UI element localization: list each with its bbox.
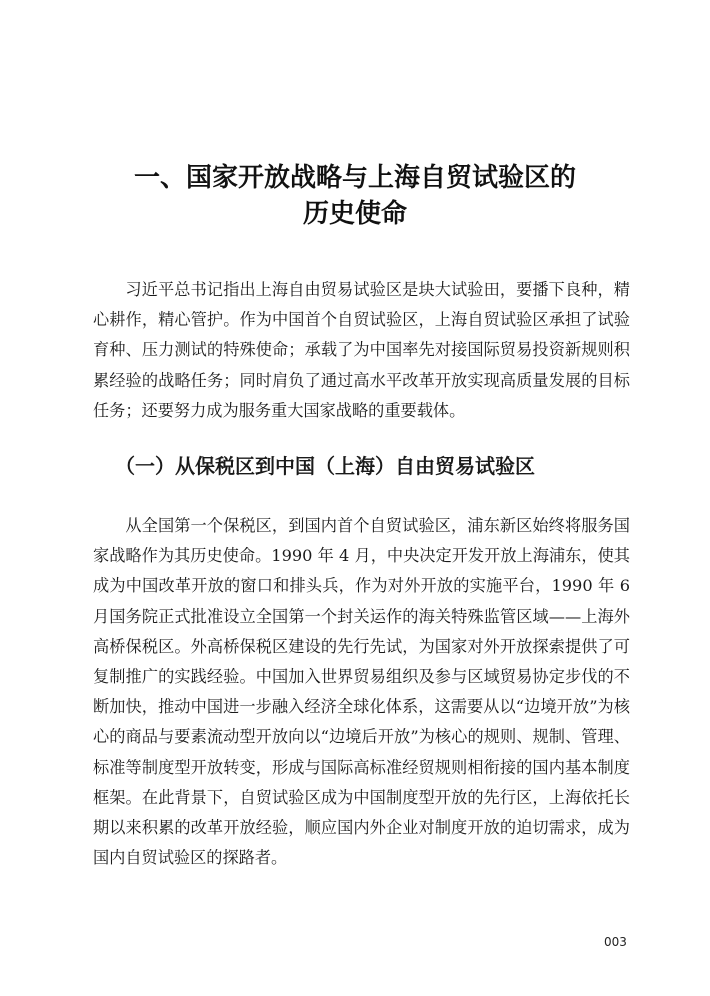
chapter-title-line-2: 历史使命	[302, 199, 407, 229]
page-number: 003	[604, 935, 627, 949]
intro-paragraph: 习近平总书记指出上海自由贸易试验区是块大试验田，要播下良种，精心耕作，精心管护。作为中国首个自贸试验区，上海自贸试验区承担了试验育种、压力测试的特殊使命；承载了为中国率先对接国际贸易投资新规则积累经验的战略任务；同时肩负了通过高水平改革开放实现高质量发展的目标任务；还要努力成为服务重大国家战略的重要载体。	[93, 280, 630, 420]
section-heading: （一）从保税区到中国（上海）自由贸易试验区	[115, 454, 535, 478]
chapter-title-line-1: 一、国家开放战略与上海自贸试验区的	[133, 163, 576, 193]
chapter-title	[0, 160, 710, 232]
section-paragraph: 从全国第一个保税区，到国内首个自贸试验区，浦东新区始终将服务国家战略作为其历史使命。1990 年 4 月，中央决定开发开放上海浦东，使其成为中国改革开放的窗口和排头兵，作为对外开放的实施平台，1990 年 6 月国务院正式批准设立全国第一个封关运作的海关特殊监管区域——上海外高桥保税区。外高桥保税区建设的先行先试，为国家对外开放探索提供了可复制推广的实践经验。中国加入世界贸易组织及参与区域贸易协定步伐的不断加快，推动中国进一步融入经济全球化体系，这需要从以“边境开放”为核心的商品与要素流动型开放向以“边境后开放”为核心的规则、规制、管理、标准等制度型开放转变，形成与国际高标准经贸规则相衔接的国内基本制度框架。在此背景下，自贸试验区成为中国制度型开放的先行区，上海依托长期以来积累的改革开放经验，顺应国内外企业对制度开放的迫切需求，成为国内自贸试验区的探路者。	[93, 516, 630, 868]
